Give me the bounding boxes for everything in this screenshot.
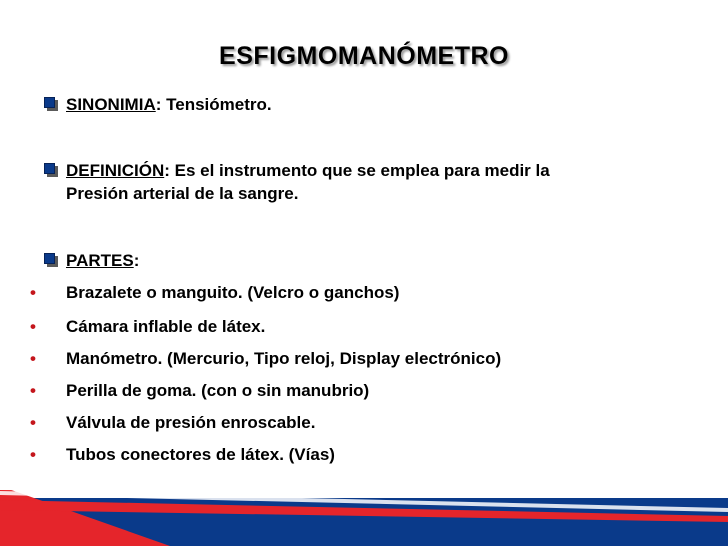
item-label: PARTES	[66, 251, 134, 270]
item-text: : Es el instrumento que se emplea para medir la	[164, 161, 550, 180]
bullet-dot-icon: •	[30, 317, 36, 336]
square-bullet-icon	[44, 163, 60, 179]
square-bullet-icon	[44, 253, 60, 269]
item-text: : Tensiómetro.	[155, 95, 272, 114]
slide-title: ESFIGMOMANÓMETRO	[219, 42, 509, 70]
part-text: Brazalete o manguito. (Velcro o ganchos)	[66, 283, 400, 302]
item-label: SINONIMIA	[66, 95, 156, 114]
item-text-continuation: Presión arterial de la sangre.	[66, 184, 299, 203]
square-bullet-icon	[44, 97, 60, 113]
item-label: DEFINICIÓN	[66, 161, 165, 180]
bullet-dot-icon: •	[30, 349, 36, 368]
part-text: Tubos conectores de látex. (Vías)	[66, 445, 335, 464]
bullet-dot-icon: •	[30, 445, 36, 464]
part-text: Válvula de presión enroscable.	[66, 413, 316, 432]
bullet-dot-icon: •	[30, 381, 36, 400]
decorative-bottom-band	[0, 486, 728, 546]
part-text: Manómetro. (Mercurio, Tipo reloj, Display electrónico)	[66, 349, 502, 368]
item-text: :	[133, 251, 140, 270]
part-text: Perilla de goma. (con o sin manubrio)	[66, 381, 370, 400]
bullet-dot-icon: •	[30, 283, 36, 302]
bullet-dot-icon: •	[30, 413, 36, 432]
part-text: Cámara inflable de látex.	[66, 317, 266, 336]
